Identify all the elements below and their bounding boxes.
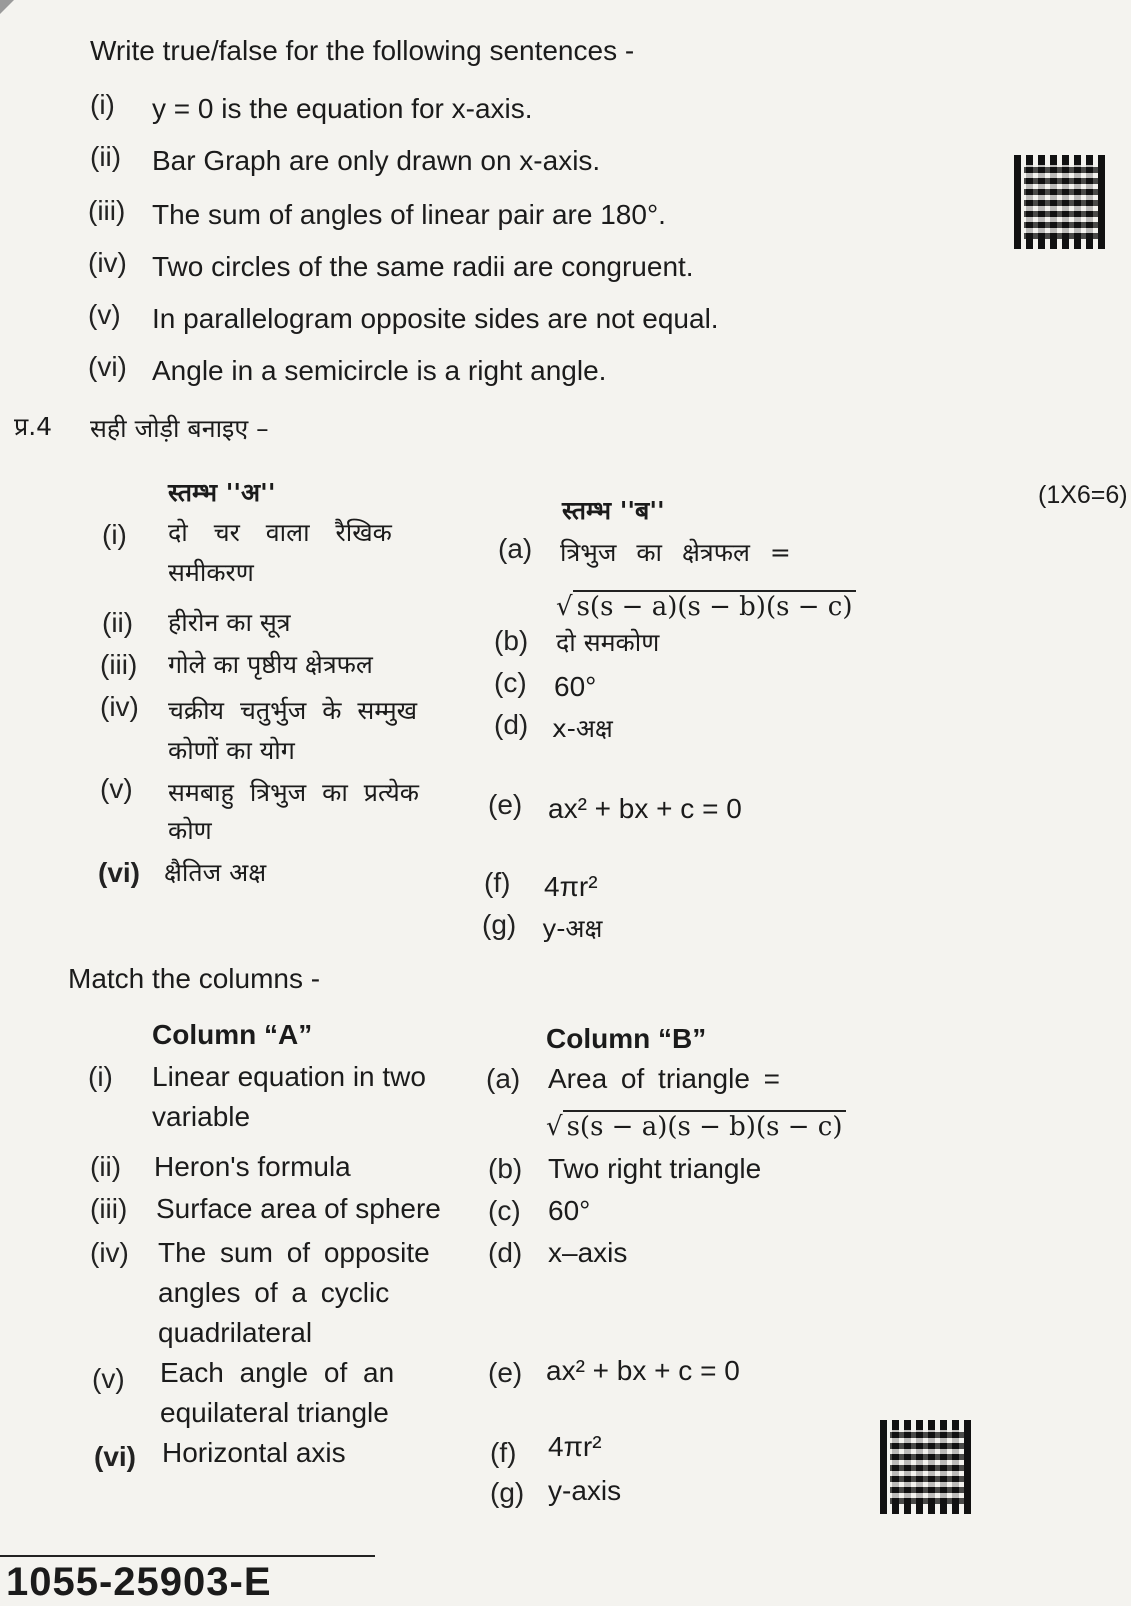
question-number: प्र.4 [14, 412, 53, 441]
item-text: 4πr² [548, 1431, 602, 1462]
item-num: (vi) [94, 1441, 136, 1472]
true-false-heading: Write true/false for the following sentences - [90, 35, 635, 66]
footer-rule [0, 1555, 375, 1557]
tf-text: Two circles of the same radii are congruent. [152, 251, 694, 282]
item-num: (i) [88, 1061, 113, 1092]
marks-label: (1X6=6) [1038, 481, 1128, 509]
item-text: Two right triangle [548, 1153, 762, 1184]
item-num: (ii) [102, 607, 134, 638]
heron-formula-english: √ s(s − a)(s − b)(s − c) [546, 1112, 846, 1142]
item-text: ax² + bx + c = 0 [546, 1355, 740, 1386]
item-text: चक्रीय चतुर्भुज के सम्मुख [168, 696, 418, 725]
item-letter: (b) [494, 625, 529, 656]
item-num: (v) [92, 1363, 125, 1394]
qr-code-bottom [880, 1420, 974, 1514]
item-text: y-अक्ष [542, 914, 603, 943]
item-text: x–axis [548, 1237, 628, 1268]
tf-num: (iv) [88, 247, 127, 278]
item-text: 60° [548, 1195, 591, 1226]
item-letter: (b) [488, 1153, 523, 1184]
item-num: (vi) [98, 857, 140, 888]
item-num: (iv) [90, 1237, 129, 1268]
column-a-heading: Column “A” [152, 1019, 313, 1050]
item-letter: (d) [488, 1237, 523, 1268]
item-letter: (c) [494, 667, 527, 698]
item-text: x-अक्ष [552, 714, 613, 743]
item-text: Each angle of an [160, 1357, 395, 1388]
item-text-cont: angles of a cyclic [158, 1277, 390, 1308]
item-text-cont: variable [152, 1101, 251, 1132]
tf-text: y = 0 is the equation for x-axis. [152, 93, 533, 124]
item-text: Linear equation in two [152, 1061, 426, 1092]
item-text: क्षैतिज अक्ष [164, 858, 267, 887]
item-text: 4πr² [544, 871, 598, 902]
item-num: (iii) [90, 1193, 128, 1224]
item-letter: (f) [484, 867, 511, 898]
item-letter: (e) [488, 1357, 523, 1388]
item-letter: (e) [488, 789, 523, 820]
item-text: समबाहु त्रिभुज का प्रत्येक [168, 778, 419, 807]
item-letter: (a) [498, 533, 533, 564]
heron-formula-hindi: √ s(s − a)(s − b)(s − c) [556, 592, 856, 622]
item-text: ax² + bx + c = 0 [548, 793, 742, 824]
item-letter: (a) [486, 1063, 521, 1094]
item-text: Area of triangle = [548, 1063, 781, 1094]
tf-num: (ii) [90, 141, 122, 172]
qr-code-top [1014, 155, 1108, 249]
item-text: दो समकोण [556, 628, 660, 657]
item-text: Surface area of sphere [156, 1193, 441, 1224]
item-text: Horizontal axis [162, 1437, 346, 1468]
tf-text: In parallelogram opposite sides are not equal. [152, 303, 719, 334]
item-text: Heron's formula [154, 1151, 351, 1182]
corner-mark [0, 0, 14, 14]
item-num: (i) [102, 519, 127, 550]
tf-num: (v) [88, 299, 121, 330]
item-num: (ii) [90, 1151, 122, 1182]
item-text: त्रिभुज का क्षेत्रफल = [560, 538, 791, 567]
item-text-cont: equilateral triangle [160, 1397, 389, 1428]
item-letter: (g) [490, 1477, 525, 1508]
item-text-cont: कोणों का योग [168, 736, 295, 765]
item-letter: (g) [482, 909, 517, 940]
item-letter: (f) [490, 1437, 517, 1468]
item-num: (v) [100, 773, 133, 804]
item-text: हीरोन का सूत्र [168, 608, 291, 637]
tf-text: The sum of angles of linear pair are 180°. [152, 199, 666, 230]
item-text-cont: समीकरण [168, 558, 254, 587]
item-text: गोले का पृष्ठीय क्षेत्रफल [168, 650, 373, 679]
tf-text: Bar Graph are only drawn on x-axis. [152, 145, 601, 176]
item-text: y-axis [548, 1475, 622, 1506]
item-num: (iv) [100, 691, 139, 722]
item-text-cont: quadrilateral [158, 1317, 313, 1348]
item-text: दो चर वाला रैखिक [168, 518, 392, 547]
question-heading-hindi: सही जोड़ी बनाइए – [90, 414, 269, 443]
item-text: 60° [554, 671, 597, 702]
item-text: The sum of opposite [158, 1237, 430, 1268]
column-b-heading-hindi: स्तम्भ ''ब'' [562, 496, 665, 525]
column-b-heading: Column “B” [546, 1023, 707, 1054]
paper-code: 1055-25903-E [6, 1560, 272, 1604]
tf-text: Angle in a semicircle is a right angle. [152, 355, 607, 386]
item-num: (iii) [100, 649, 138, 680]
tf-num: (vi) [88, 351, 127, 382]
column-a-heading-hindi: स्तम्भ ''अ'' [168, 478, 276, 507]
question-heading-english: Match the columns - [68, 963, 321, 994]
item-letter: (c) [488, 1195, 521, 1226]
tf-num: (iii) [88, 195, 126, 226]
item-letter: (d) [494, 709, 529, 740]
item-text-cont: कोण [168, 816, 212, 845]
tf-num: (i) [90, 89, 115, 120]
